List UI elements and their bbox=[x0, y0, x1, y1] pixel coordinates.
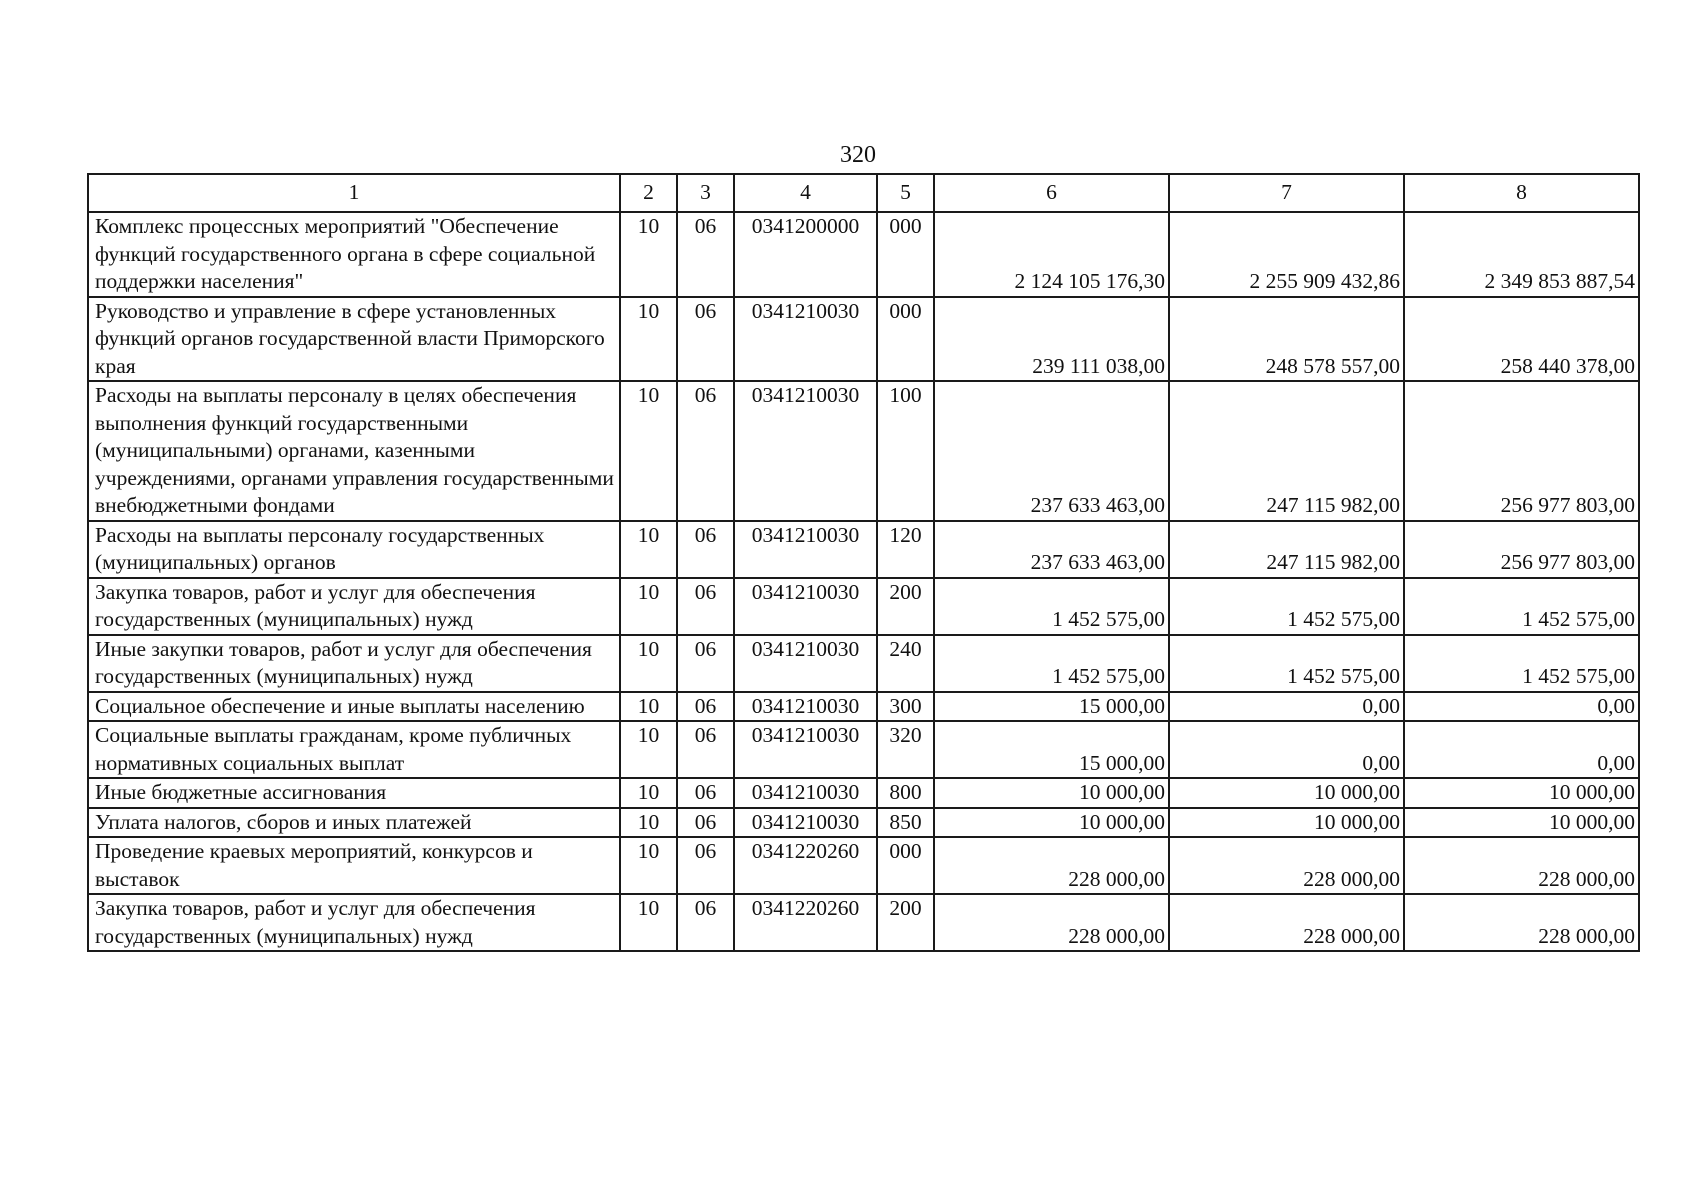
column-header: 5 bbox=[877, 174, 934, 212]
row-name-cell: Расходы на выплаты персоналу в целях обеспечения выполнения функций государственными (муниципальными) органами, казенными учреждениями, органами управления государственными внебюджетными фондами bbox=[88, 381, 620, 521]
row-name-cell: Закупка товаров, работ и услуг для обеспечения государственных (муниципальных) нужд bbox=[88, 578, 620, 635]
subsection-code-cell: 06 bbox=[677, 721, 734, 778]
amount-cell: 1 452 575,00 bbox=[934, 578, 1169, 635]
amount-cell: 1 452 575,00 bbox=[934, 635, 1169, 692]
row-name-cell: Проведение краевых мероприятий, конкурсов и выставок bbox=[88, 837, 620, 894]
target-article-cell: 0341210030 bbox=[734, 297, 877, 382]
page-number: 320 bbox=[840, 142, 876, 168]
amount-cell: 247 115 982,00 bbox=[1169, 381, 1404, 521]
amount-cell: 247 115 982,00 bbox=[1169, 521, 1404, 578]
table-row bbox=[88, 635, 1639, 692]
row-name-cell: Расходы на выплаты персоналу государственных (муниципальных) органов bbox=[88, 521, 620, 578]
expense-type-cell: 000 bbox=[877, 297, 934, 382]
section-code-cell: 10 bbox=[620, 212, 677, 297]
amount-cell: 1 452 575,00 bbox=[1169, 635, 1404, 692]
subsection-code-cell: 06 bbox=[677, 778, 734, 808]
column-header: 4 bbox=[734, 174, 877, 212]
budget-table bbox=[87, 173, 1640, 952]
expense-type-cell: 240 bbox=[877, 635, 934, 692]
table-row bbox=[88, 578, 1639, 635]
subsection-code-cell: 06 bbox=[677, 837, 734, 894]
subsection-code-cell: 06 bbox=[677, 808, 734, 838]
table-row bbox=[88, 721, 1639, 778]
expense-type-cell: 800 bbox=[877, 778, 934, 808]
column-header: 2 bbox=[620, 174, 677, 212]
amount-cell: 15 000,00 bbox=[934, 692, 1169, 722]
row-name-cell: Комплекс процессных мероприятий "Обеспечение функций государственного органа в сфере социальной поддержки населения" bbox=[88, 212, 620, 297]
row-name-cell: Социальные выплаты гражданам, кроме публичных нормативных социальных выплат bbox=[88, 721, 620, 778]
target-article-cell: 0341210030 bbox=[734, 721, 877, 778]
target-article-cell: 0341220260 bbox=[734, 894, 877, 951]
expense-type-cell: 850 bbox=[877, 808, 934, 838]
subsection-code-cell: 06 bbox=[677, 297, 734, 382]
amount-cell: 10 000,00 bbox=[1169, 778, 1404, 808]
target-article-cell: 0341210030 bbox=[734, 381, 877, 521]
expense-type-cell: 120 bbox=[877, 521, 934, 578]
subsection-code-cell: 06 bbox=[677, 635, 734, 692]
column-header: 1 bbox=[88, 174, 620, 212]
amount-cell: 10 000,00 bbox=[1169, 808, 1404, 838]
expense-type-cell: 000 bbox=[877, 212, 934, 297]
amount-cell: 228 000,00 bbox=[1169, 837, 1404, 894]
target-article-cell: 0341210030 bbox=[734, 578, 877, 635]
target-article-cell: 0341210030 bbox=[734, 808, 877, 838]
amount-cell: 10 000,00 bbox=[934, 778, 1169, 808]
table-row bbox=[88, 521, 1639, 578]
amount-cell: 237 633 463,00 bbox=[934, 381, 1169, 521]
amount-cell: 2 349 853 887,54 bbox=[1404, 212, 1639, 297]
amount-cell: 1 452 575,00 bbox=[1404, 578, 1639, 635]
table-row bbox=[88, 808, 1639, 838]
table-row bbox=[88, 837, 1639, 894]
amount-cell: 228 000,00 bbox=[1404, 837, 1639, 894]
amount-cell: 0,00 bbox=[1404, 692, 1639, 722]
target-article-cell: 0341210030 bbox=[734, 635, 877, 692]
subsection-code-cell: 06 bbox=[677, 578, 734, 635]
table-row bbox=[88, 297, 1639, 382]
column-header: 7 bbox=[1169, 174, 1404, 212]
expense-type-cell: 320 bbox=[877, 721, 934, 778]
subsection-code-cell: 06 bbox=[677, 212, 734, 297]
section-code-cell: 10 bbox=[620, 521, 677, 578]
amount-cell: 228 000,00 bbox=[934, 894, 1169, 951]
section-code-cell: 10 bbox=[620, 808, 677, 838]
expense-type-cell: 200 bbox=[877, 894, 934, 951]
amount-cell: 0,00 bbox=[1404, 721, 1639, 778]
row-name-cell: Иные закупки товаров, работ и услуг для обеспечения государственных (муниципальных) нужд bbox=[88, 635, 620, 692]
table-header-row bbox=[88, 174, 1639, 212]
section-code-cell: 10 bbox=[620, 297, 677, 382]
subsection-code-cell: 06 bbox=[677, 381, 734, 521]
row-name-cell: Закупка товаров, работ и услуг для обеспечения государственных (муниципальных) нужд bbox=[88, 894, 620, 951]
subsection-code-cell: 06 bbox=[677, 692, 734, 722]
row-name-cell: Иные бюджетные ассигнования bbox=[88, 778, 620, 808]
section-code-cell: 10 bbox=[620, 894, 677, 951]
section-code-cell: 10 bbox=[620, 635, 677, 692]
table-body bbox=[88, 212, 1639, 951]
amount-cell: 1 452 575,00 bbox=[1404, 635, 1639, 692]
section-code-cell: 10 bbox=[620, 778, 677, 808]
table-row bbox=[88, 894, 1639, 951]
amount-cell: 10 000,00 bbox=[1404, 778, 1639, 808]
amount-cell: 10 000,00 bbox=[934, 808, 1169, 838]
amount-cell: 15 000,00 bbox=[934, 721, 1169, 778]
amount-cell: 2 255 909 432,86 bbox=[1169, 212, 1404, 297]
amount-cell: 2 124 105 176,30 bbox=[934, 212, 1169, 297]
subsection-code-cell: 06 bbox=[677, 521, 734, 578]
column-header: 6 bbox=[934, 174, 1169, 212]
expense-type-cell: 000 bbox=[877, 837, 934, 894]
target-article-cell: 0341200000 bbox=[734, 212, 877, 297]
amount-cell: 1 452 575,00 bbox=[1169, 578, 1404, 635]
row-name-cell: Руководство и управление в сфере установленных функций органов государственной власти Приморского края bbox=[88, 297, 620, 382]
target-article-cell: 0341220260 bbox=[734, 837, 877, 894]
amount-cell: 239 111 038,00 bbox=[934, 297, 1169, 382]
amount-cell: 10 000,00 bbox=[1404, 808, 1639, 838]
target-article-cell: 0341210030 bbox=[734, 692, 877, 722]
table-row bbox=[88, 692, 1639, 722]
amount-cell: 256 977 803,00 bbox=[1404, 521, 1639, 578]
amount-cell: 258 440 378,00 bbox=[1404, 297, 1639, 382]
target-article-cell: 0341210030 bbox=[734, 521, 877, 578]
expense-type-cell: 100 bbox=[877, 381, 934, 521]
amount-cell: 0,00 bbox=[1169, 692, 1404, 722]
amount-cell: 228 000,00 bbox=[934, 837, 1169, 894]
expense-type-cell: 300 bbox=[877, 692, 934, 722]
amount-cell: 248 578 557,00 bbox=[1169, 297, 1404, 382]
amount-cell: 0,00 bbox=[1169, 721, 1404, 778]
column-header: 8 bbox=[1404, 174, 1639, 212]
row-name-cell: Уплата налогов, сборов и иных платежей bbox=[88, 808, 620, 838]
section-code-cell: 10 bbox=[620, 578, 677, 635]
expense-type-cell: 200 bbox=[877, 578, 934, 635]
row-name-cell: Социальное обеспечение и иные выплаты населению bbox=[88, 692, 620, 722]
amount-cell: 228 000,00 bbox=[1169, 894, 1404, 951]
table-row bbox=[88, 212, 1639, 297]
subsection-code-cell: 06 bbox=[677, 894, 734, 951]
table-row bbox=[88, 381, 1639, 521]
target-article-cell: 0341210030 bbox=[734, 778, 877, 808]
section-code-cell: 10 bbox=[620, 381, 677, 521]
column-header: 3 bbox=[677, 174, 734, 212]
amount-cell: 256 977 803,00 bbox=[1404, 381, 1639, 521]
table-row bbox=[88, 778, 1639, 808]
section-code-cell: 10 bbox=[620, 692, 677, 722]
section-code-cell: 10 bbox=[620, 721, 677, 778]
amount-cell: 228 000,00 bbox=[1404, 894, 1639, 951]
amount-cell: 237 633 463,00 bbox=[934, 521, 1169, 578]
section-code-cell: 10 bbox=[620, 837, 677, 894]
